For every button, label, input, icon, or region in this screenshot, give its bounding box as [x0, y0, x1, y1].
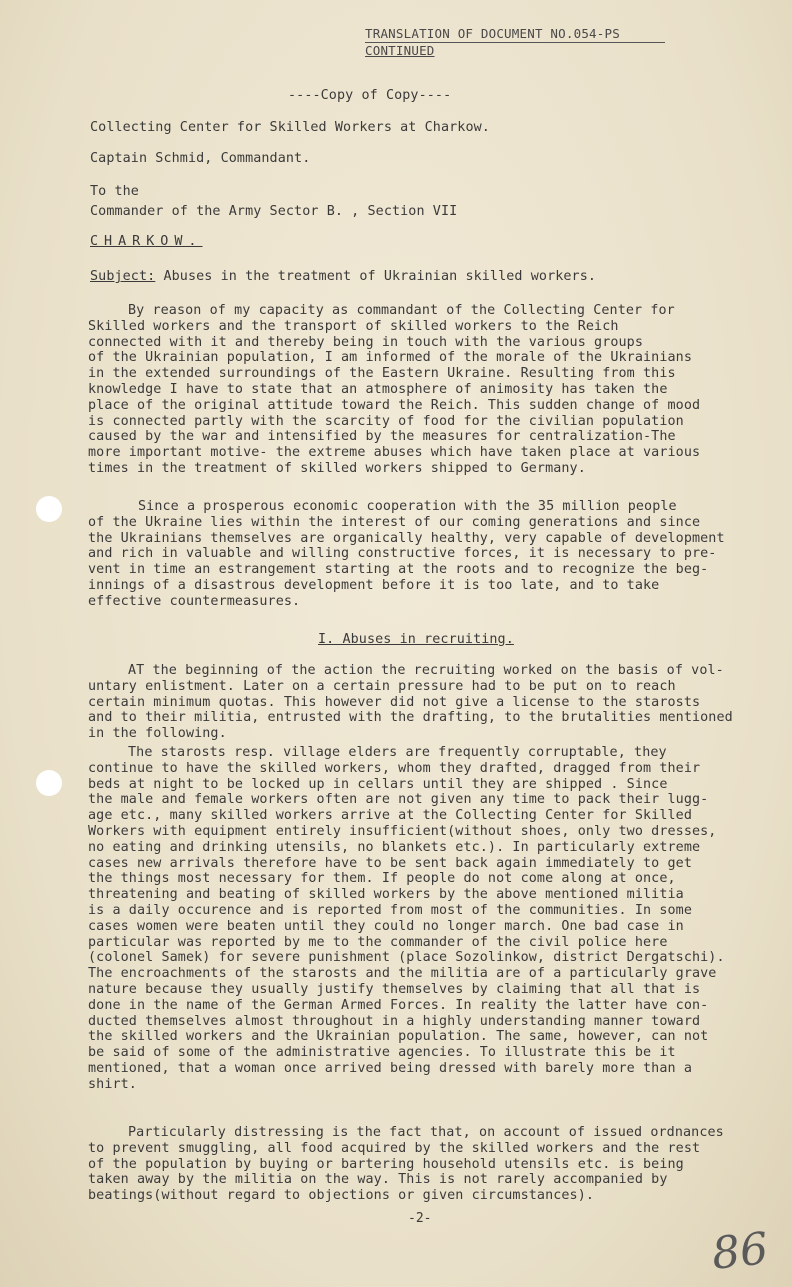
subject-label: Subject: [90, 269, 156, 284]
punch-hole [36, 770, 62, 796]
to-label: To the [90, 184, 139, 199]
recipient: Commander of the Army Sector B. , Section VII [90, 204, 458, 219]
handwritten-page-number: 86 [709, 1223, 771, 1280]
paragraph-2: Since a prosperous economic cooperation with the 35 million people of the Ukraine lies within the interest of our coming generations and since the Ukrainians themselves are organically healthy, very capable of development and rich in valuable and willing constructive forces, it is necessary to pre- vent in time an estrangement starting at the roots and to recognize the beg- innings of a disastrous development before it is too late, and to take effective countermeasures. [88, 499, 725, 609]
punch-hole [36, 496, 62, 522]
subject-text: Abuses in the treatment of Ukrainian skilled workers. [155, 269, 597, 284]
header-line-1: TRANSLATION OF DOCUMENT NO.054-PS [365, 26, 665, 43]
page-number: -2- [408, 1211, 432, 1226]
subject-line [90, 269, 596, 285]
paragraph-3: AT the beginning of the action the recruiting worked on the basis of vol- untary enlistment. Later on a certain pressure had to be put on to reach certain minimum quotas. This however did not give a license to the starosts and to their militia, entrusted with the drafting, to the brutalities mentioned in the following. [88, 663, 733, 742]
paragraph-5: Particularly distressing is the fact that, on account of issued ordnances to prevent smuggling, all food acquired by the skilled workers and the rest of the population by buying or bartering household utensils etc. is being taken away by the militia on the way. This is not rarely accompanied by beatings(without regard to objections or given circumstances). [88, 1125, 724, 1204]
city: CHARKOW. [90, 234, 203, 249]
translation-header [365, 26, 665, 59]
copy-mark: ----Copy of Copy---- [288, 88, 452, 103]
sender-organization: Collecting Center for Skilled Workers at Charkow. [90, 120, 490, 135]
header-line-2: CONTINUED [365, 43, 435, 58]
section-heading: I. Abuses in recruiting. [318, 632, 514, 647]
sender-name: Captain Schmid, Commandant. [90, 151, 311, 166]
paragraph-4: The starosts resp. village elders are frequently corruptable, they continue to have the skilled workers, whom they drafted, dragged from their beds at night to be locked up in cellars until they are shipped . Since the male and female workers often are not given any time to pack their lugg- age etc., many skilled workers arrive at the Collecting Center for Skilled Workers with equipment entirely insufficient(without shoes, only two dresses, no eating and drinking utensils, no blankets etc.). In particularly extreme cases new arrivals therefore have to be sent back again immediately to get the things most necessary for them. If people do not come along at once, threatening and beating of skilled workers by the above mentioned militia is a daily occurence and is reported from most of the communities. In some cases women were beaten until they could no longer march. One bad case in particular was reported by me to the commander of the civil police here (colonel Samek) for severe punishment (place Sozolinkow, district Dergatschi). The encroachments of the starosts and the militia are of a particularly grave nature because they usually justify themselves by claiming that all that is done in the name of the German Armed Forces. In reality the latter have con- ducted themselves almost throughout in a highly understanding manner toward the skilled workers and the Ukrainian population. The same, however, can not be said of some of the administrative agencies. To illustrate this be it mentioned, that a woman once arrived being dressed with barely more than a shirt. [88, 745, 725, 1092]
paragraph-1: By reason of my capacity as commandant of the Collecting Center for Skilled workers and the transport of skilled workers to the Reich connected with it and thereby being in touch with the various groups of the Ukrainian population, I am informed of the morale of the Ukrainians in the extended surroundings of the Eastern Ukraine. Resulting from this knowledge I have to state that an atmosphere of animosity has taken the place of the original attitude toward the Reich. This sudden change of mood is connected partly with the scarcity of food for the civilian population caused by the war and intensified by the measures for centralization-The more important motive- the extreme abuses which have taken place at various times in the treatment of skilled workers shipped to Germany. [88, 303, 701, 476]
